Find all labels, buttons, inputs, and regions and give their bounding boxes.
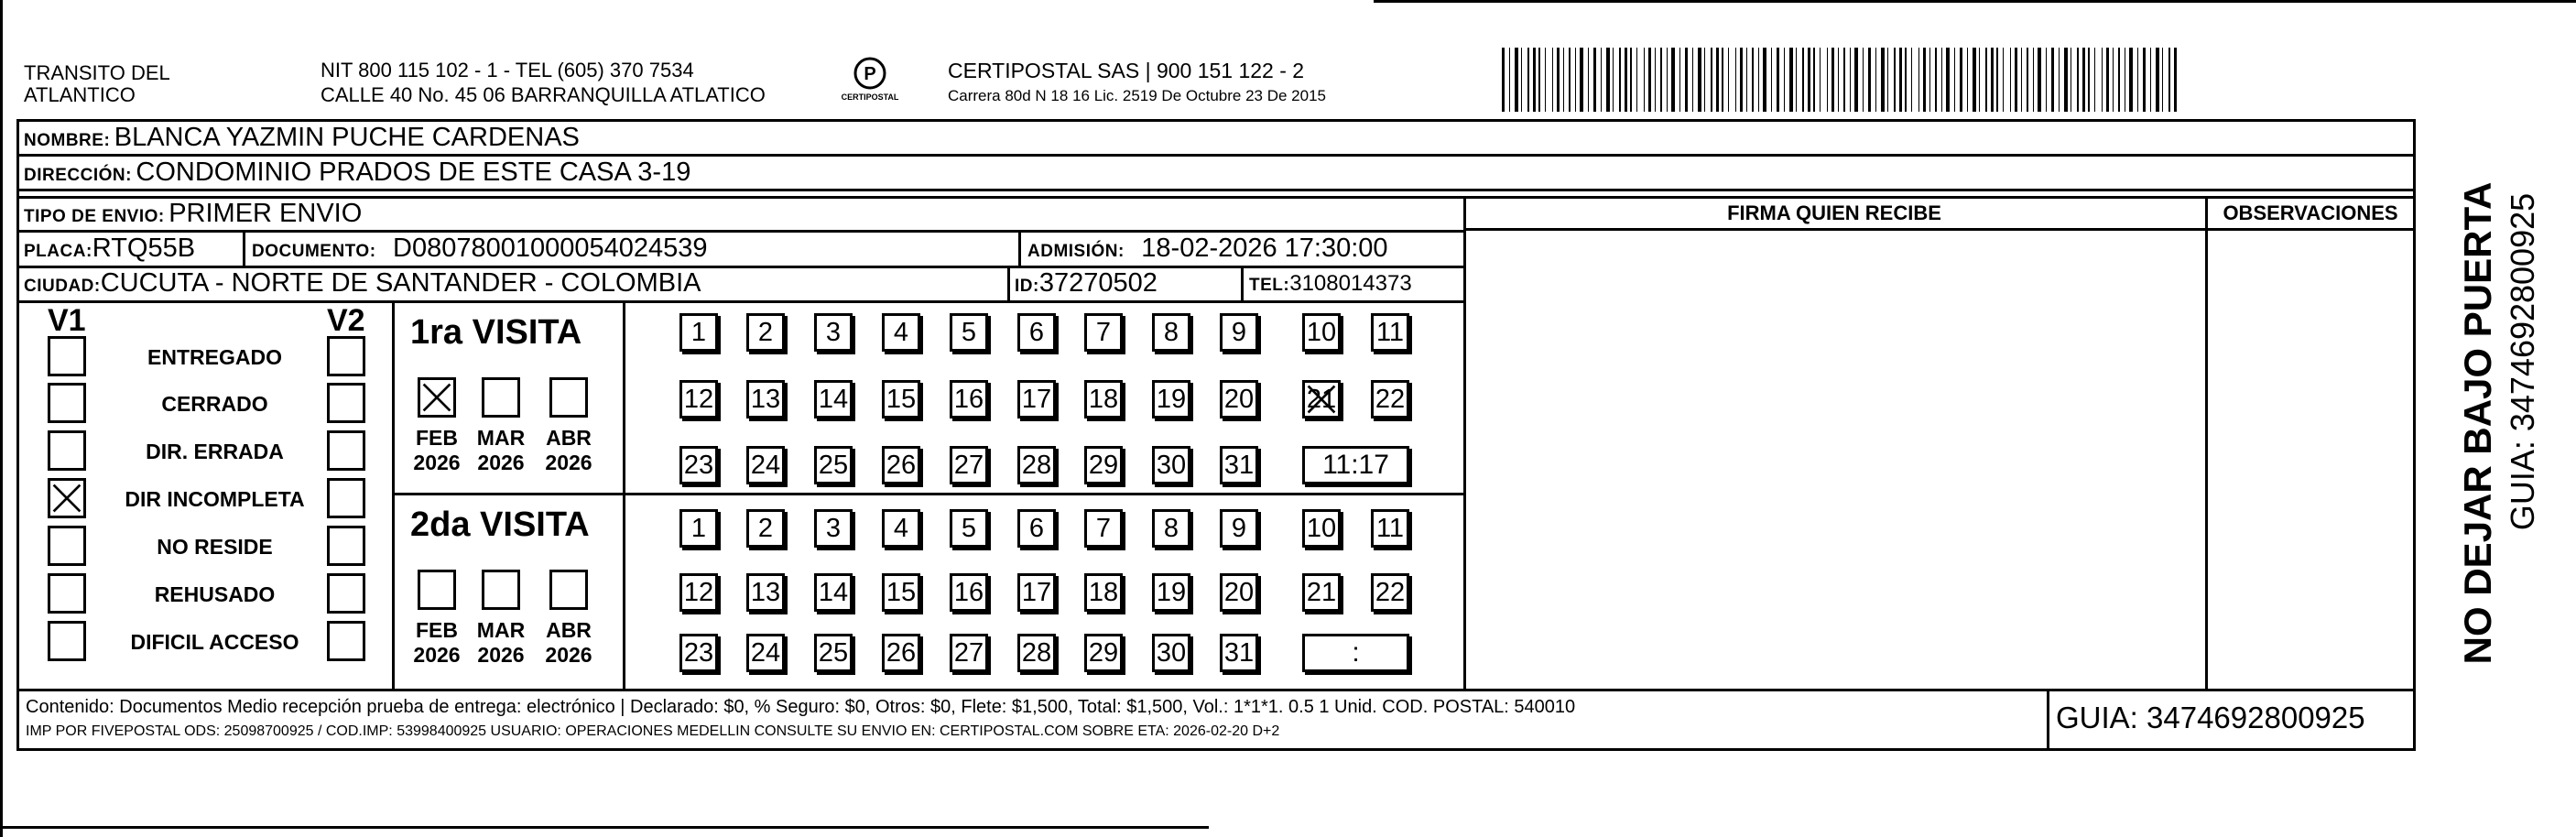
day-box[interactable]: 22 — [1371, 573, 1409, 612]
visit-title: 1ra VISITA — [410, 313, 582, 352]
day-box[interactable]: 5 — [950, 313, 988, 352]
day-box[interactable]: 28 — [1017, 446, 1056, 484]
day-box[interactable]: 2 — [746, 313, 785, 352]
month-label: ABR 2026 — [545, 426, 592, 474]
direccion-row — [24, 159, 690, 186]
visit-title: 2da VISITA — [410, 505, 590, 544]
month-checkbox[interactable] — [418, 570, 456, 610]
day-box[interactable]: 29 — [1084, 446, 1123, 484]
status-option-label: REHUSADO — [154, 582, 276, 606]
id-label: ID: — [1015, 277, 1039, 296]
row-divider — [16, 300, 1463, 303]
admision-label: ADMISIÓN: — [1027, 242, 1125, 261]
day-box[interactable]: 8 — [1152, 313, 1190, 352]
tel-cell — [1249, 273, 1412, 295]
signature-area[interactable] — [1466, 231, 2205, 689]
carrier-license: Carrera 80d N 18 16 Lic. 2519 De Octubre 23 De 2015 — [948, 87, 1326, 104]
visit-separator — [392, 493, 1463, 495]
observations-header: OBSERVACIONES — [2223, 201, 2398, 224]
day-box[interactable]: 31 — [1220, 446, 1258, 484]
id-cell — [1015, 270, 1158, 297]
documento-cell — [252, 235, 708, 262]
v1-checkbox[interactable] — [48, 430, 86, 471]
day-box[interactable]: 13 — [746, 380, 785, 418]
footer-line-2: IMP POR FIVEPOSTAL ODS: 25098700925 / COD.IMP: 53998400925 USUARIO: OPERACIONES MEDELLIN CONSULTE SU ENVIO EN: CERTIPOSTAL.COM SOBRE ETA: 2026-02-20 D+2 — [26, 723, 1280, 739]
sender-nit: NIT 800 115 102 - 1 - TEL (605) 370 7534 — [321, 59, 694, 82]
day-box[interactable]: 21 — [1302, 573, 1341, 612]
day-box[interactable]: 30 — [1152, 634, 1190, 672]
carrier-name: CERTIPOSTAL SAS | 900 151 122 - 2 — [948, 59, 1305, 82]
day-box[interactable]: 15 — [882, 573, 920, 612]
time-box[interactable]: : — [1302, 634, 1409, 672]
day-box[interactable]: 30 — [1152, 446, 1190, 484]
footer-top-line — [16, 689, 2416, 691]
day-box[interactable]: 31 — [1220, 634, 1258, 672]
row-divider — [16, 154, 2416, 157]
day-box[interactable]: 4 — [882, 313, 920, 352]
cell-divider — [243, 230, 245, 266]
documento-label: DOCUMENTO: — [252, 242, 376, 261]
placa-value: RTQ55B — [92, 234, 196, 263]
ciudad-cell — [24, 270, 701, 297]
cell-divider — [1007, 266, 1010, 300]
signature-header: FIRMA QUIEN RECIBE — [1727, 201, 1941, 224]
cell-divider — [1241, 266, 1244, 300]
day-box[interactable]: 1 — [679, 313, 718, 352]
cell-divider — [1018, 230, 1021, 266]
admision-value: 18-02-2026 17:30:00 — [1141, 234, 1388, 263]
v2-header: V2 — [327, 303, 365, 338]
day-box[interactable]: 16 — [950, 380, 988, 418]
month-label: FEB 2026 — [413, 618, 461, 667]
observations-area[interactable] — [2208, 231, 2416, 689]
day-box[interactable]: 2 — [746, 509, 785, 548]
tipo-label: TIPO DE ENVIO: — [24, 207, 165, 226]
ciudad-label: CIUDAD: — [24, 277, 101, 296]
day-box[interactable]: 23 — [679, 446, 718, 484]
month-label: MAR 2026 — [476, 618, 526, 667]
day-box[interactable]: 27 — [950, 446, 988, 484]
status-option-label: NO RESIDE — [157, 535, 273, 559]
nombre-label: NOMBRE: — [24, 131, 111, 150]
side-warning: NO DEJAR BAJO PUERTA — [2456, 181, 2499, 665]
v2-checkbox[interactable] — [327, 336, 365, 376]
day-box[interactable]: 20 — [1220, 380, 1258, 418]
v2-checkbox[interactable] — [327, 478, 365, 518]
footer-divider — [2047, 689, 2049, 751]
v2-checkbox[interactable] — [327, 526, 365, 566]
row-divider — [16, 189, 2416, 191]
row-divider — [16, 230, 1463, 233]
day-box[interactable]: 20 — [1220, 573, 1258, 612]
day-box[interactable]: 3 — [814, 509, 853, 548]
footer-line-1: Contenido: Documentos Medio recepción prueba de entrega: electrónico | Declarado: $0, % Seguro: $0, Otros: $0, Flete: $1,500, Total: $1,500, Vol.: 1*1*1. 0.5 1 Unid. COD. POSTAL: 540010 — [26, 697, 1576, 717]
documento-value: D08078001000054024539 — [393, 234, 708, 263]
side-guia: GUIA: 3474692800925 — [2504, 192, 2541, 531]
day-box[interactable]: 27 — [950, 634, 988, 672]
month-checkbox[interactable] — [482, 570, 520, 610]
day-box[interactable]: 28 — [1017, 634, 1056, 672]
day-box[interactable]: 22 — [1371, 380, 1409, 418]
v1-checkbox[interactable] — [48, 383, 86, 423]
day-box[interactable]: 17 — [1017, 380, 1056, 418]
footer-guia: GUIA: 3474692800925 — [2056, 701, 2365, 734]
tipo-value: PRIMER ENVIO — [168, 199, 363, 228]
day-box[interactable]: 12 — [679, 380, 718, 418]
day-box[interactable]: 11 — [1371, 313, 1409, 352]
tipo-row — [24, 201, 362, 227]
direccion-value: CONDOMINIO PRADOS DE ESTE CASA 3-19 — [136, 158, 691, 187]
day-box[interactable]: 14 — [814, 573, 853, 612]
day-box[interactable]: 25 — [814, 446, 853, 484]
day-box[interactable]: 7 — [1084, 509, 1123, 548]
month-checkbox[interactable] — [418, 377, 456, 418]
v1-checkbox[interactable] — [48, 621, 86, 661]
nombre-value: BLANCA YAZMIN PUCHE CARDENAS — [114, 123, 580, 152]
placa-label: PLACA: — [24, 242, 92, 261]
v1-header: V1 — [48, 303, 86, 338]
day-box[interactable]: 16 — [950, 573, 988, 612]
day-box[interactable]: 19 — [1152, 380, 1190, 418]
bottom-frame-line — [0, 826, 1209, 829]
day-box[interactable]: 9 — [1220, 313, 1258, 352]
day-box[interactable]: 8 — [1152, 509, 1190, 548]
day-box[interactable]: 19 — [1152, 573, 1190, 612]
nombre-row — [24, 125, 580, 151]
day-box[interactable]: 14 — [814, 380, 853, 418]
v1-checkbox[interactable] — [48, 478, 86, 518]
status-option-label: ENTREGADO — [147, 345, 282, 369]
placa-cell — [24, 235, 195, 262]
day-box[interactable]: 10 — [1302, 509, 1341, 548]
v2-checkbox[interactable] — [327, 383, 365, 423]
day-box[interactable]: 5 — [950, 509, 988, 548]
day-box[interactable]: 6 — [1017, 313, 1056, 352]
tel-label: TEL: — [1249, 276, 1290, 295]
month-label: FEB 2026 — [413, 426, 461, 474]
admision-cell — [1027, 235, 1388, 262]
day-box[interactable]: 10 — [1302, 313, 1341, 352]
direccion-label: DIRECCIÓN: — [24, 166, 132, 185]
month-label: ABR 2026 — [545, 618, 592, 667]
time-box[interactable]: 11:17 — [1302, 446, 1409, 484]
month-checkbox[interactable] — [482, 377, 520, 418]
v1-checkbox[interactable] — [48, 526, 86, 566]
top-frame-line — [1374, 0, 2576, 3]
barcode — [1502, 48, 2179, 112]
day-box[interactable]: 24 — [746, 634, 785, 672]
row-divider — [16, 196, 2416, 199]
day-box[interactable]: 13 — [746, 573, 785, 612]
v1-checkbox[interactable] — [48, 573, 86, 614]
v2-checkbox[interactable] — [327, 430, 365, 471]
day-box[interactable]: 29 — [1084, 634, 1123, 672]
svg-text:CERTIPOSTAL: CERTIPOSTAL — [841, 92, 899, 102]
sender-address: CALLE 40 No. 45 06 BARRANQUILLA ATLATICO — [321, 83, 766, 106]
day-box[interactable]: 26 — [882, 446, 920, 484]
status-option-label: DIR INCOMPLETA — [125, 487, 305, 511]
day-box[interactable]: 4 — [882, 509, 920, 548]
ciudad-value: CUCUTA - NORTE DE SANTANDER - COLOMBIA — [100, 268, 701, 298]
v2-checkbox[interactable] — [327, 621, 365, 661]
id-value: 37270502 — [1038, 268, 1158, 298]
day-box[interactable]: 21 — [1302, 380, 1341, 418]
day-box[interactable]: 15 — [882, 380, 920, 418]
left-frame-line — [0, 0, 3, 837]
status-option-label: CERRADO — [161, 392, 268, 416]
carrier-logo-icon — [829, 53, 911, 108]
v2-checkbox[interactable] — [327, 573, 365, 614]
day-box[interactable]: 24 — [746, 446, 785, 484]
day-box[interactable]: 23 — [679, 634, 718, 672]
day-box[interactable]: 25 — [814, 634, 853, 672]
day-box[interactable]: 6 — [1017, 509, 1056, 548]
svg-text:P: P — [864, 64, 876, 84]
status-option-label: DIFICIL ACCESO — [130, 630, 299, 654]
day-box[interactable]: 18 — [1084, 380, 1123, 418]
month-label: MAR 2026 — [476, 426, 526, 474]
day-box[interactable]: 3 — [814, 313, 853, 352]
day-box[interactable]: 1 — [679, 509, 718, 548]
sender-name: TRANSITO DEL ATLANTICO — [24, 61, 170, 106]
day-box[interactable]: 26 — [882, 634, 920, 672]
v1-checkbox[interactable] — [48, 336, 86, 376]
day-box[interactable]: 18 — [1084, 573, 1123, 612]
status-option-label: DIR. ERRADA — [146, 440, 284, 463]
day-box[interactable]: 12 — [679, 573, 718, 612]
day-box[interactable]: 11 — [1371, 509, 1409, 548]
day-box[interactable]: 9 — [1220, 509, 1258, 548]
day-box[interactable]: 17 — [1017, 573, 1056, 612]
month-checkbox[interactable] — [549, 377, 588, 418]
tel-value: 3108014373 — [1289, 271, 1412, 296]
month-checkbox[interactable] — [549, 570, 588, 610]
day-box[interactable]: 7 — [1084, 313, 1123, 352]
